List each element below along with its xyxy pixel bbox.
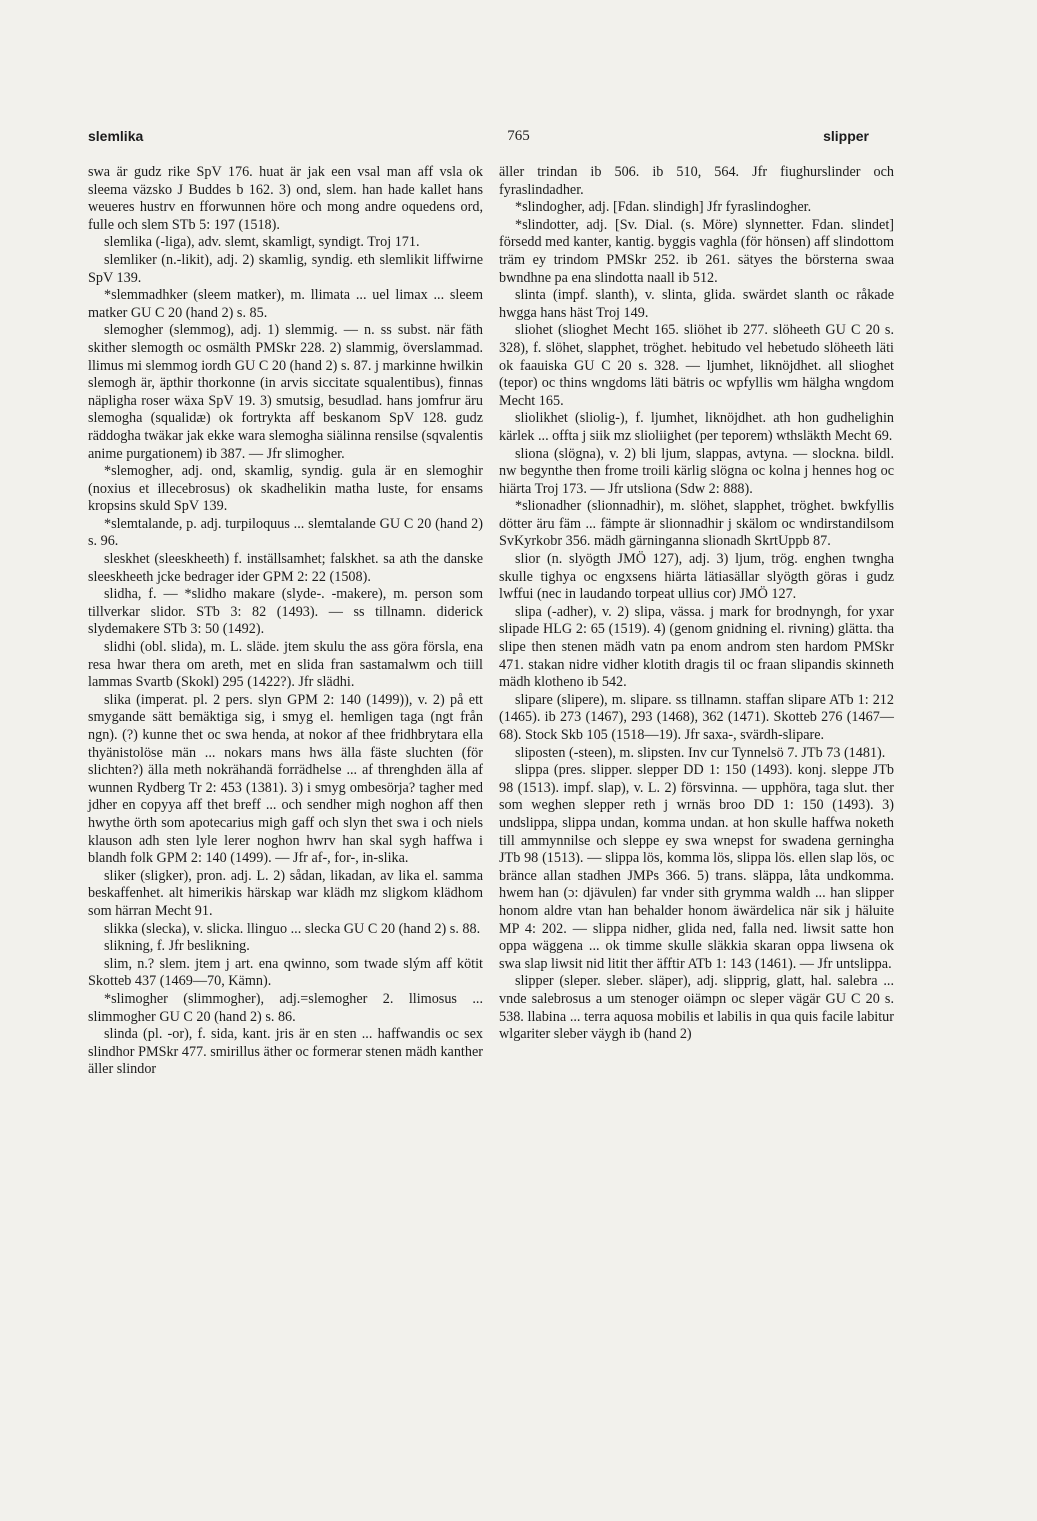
entry: slippa (pres. slipper. slepper DD 1: 150 (1493). konj. sleppe JTb 98 (1513). impf. slap), v. L. 2) försvinna. — upphöra, taga slut. ther som weghen slepper reth j wrnäs broo DD 1: 150 (1493). 3) undslippa, slippa undan, komma undan. at hon skulle haffwa noketh till ammynnilse och sleppe ey swa wnepst for swadena gerningha JTb 98 (1513). — slippa lös, komma lös, slippa lös. ellen slap lös, oc bränce allan stadhen JMPs 366. 5) trans. släppa, låta undkomma. hwem han (ɔ: djävulen) far vnder sith grymma waldh ... han slipper honom aldre vtan han behalder honom äwärdelica när sik j häluite MP 4: 202. — slippa nidher, glida ned, falla ned. liwsit satte hon oppa wäggena ... ok timme skulle släkkia skaran oppa liwsena ok swa slap liwsit nid litit ther äfftir ATb 1: 143 (1461). — Jfr untslippa. — [499, 762, 894, 972]
entry: slior (n. slyögth JMÖ 127), adj. 3) ljum, trög. enghen twngha skulle tighya oc engxsens hiärta lätiasällar slyögth göras i gudz lwffui (nec in laudando torpeat ullius cor) JMÖ 127. — [499, 551, 894, 603]
entry: slikka (slecka), v. slicka. llinguo ... slecka GU C 20 (hand 2) s. 88. — [104, 920, 481, 937]
entry: äller trindan ib 506. ib 510, 564. Jfr fiughurslinder och fyraslindadher. — [499, 164, 894, 198]
entry: *slindotter, adj. [Sv. Dial. (s. Möre) slynnetter. Fdan. slindet] försedd med kanter, kantig. byggis vaghla (för hönsen) aff slindottom träm ey trindom PMSkr 252. ib 261. sätyes the börsterna swaa bwndhne pa ena slindotta naall ib 512. — [499, 216, 894, 286]
entry: sliolikhet (sliolig-), f. ljumhet, liknöjdhet. ath hon gudhelighin kärlek ... offta j siik mz slioliighet (per teporem) wthsläkth Mecht 69. — [499, 410, 894, 444]
entry: slikning, f. Jfr beslikning. — [104, 938, 250, 955]
entry: *slimogher (slimmogher), adj.=slemogher 2. llimosus ... slimmogher GU C 20 (hand 2) s. 86. — [88, 990, 483, 1025]
entry: slika (imperat. pl. 2 pers. slyn GPM 2: 140 (1499)), v. 2) på ett smygande sätt bemäktiga sig, i smyg el. hemligen taga (ngt från ngn). (?) kunne thet oc swa henda, at nokor af thee fridhbrytara ella thyänistolöse män ... nokars mans hws älla fäste sluchten (för slichten?) älla meth nokrähandä forrädhelse ... af threnghden älla af wunnen Rydberg Tr 2: 453 (1381). 3) i smyg ombesörja? tagher med jdher en copyya aff thet breff ... och sendher migh noghon aff then hwythe örth som apotecarius migh gaff och slyn thet swa i och niels klauson adh sten lyle lerer noghon hwrv han skal sygh haffwa i blandh folk GPM 2: 140 (1499). — Jfr af-, for-, in-slika. — [88, 691, 483, 867]
entry: slipare (slipere), m. slipare. ss tillnamn. staffan slipare ATb 1: 212 (1465). ib 273 (1467), 293 (1468), 362 (1471). Skotteb 276 (1467—68). Stock Skb 105 (1518—19). Jfr saxa-, svärdh-slipare. — [499, 691, 894, 743]
entry: sleskhet (sleeskheeth) f. inställsamhet; falskhet. sa ath the danske sleeskheeth jcke bedrager ider GPM 2: 22 (1508). — [88, 551, 483, 585]
entry: slim, n.? slem. jtem j art. ena qwinno, som twade slým aff kötit Skotteb 437 (1469—70, Kämn). — [88, 955, 483, 990]
entry: slidhi (obl. slida), m. L. släde. jtem skulu the ass göra försla, ena resa hwar thera om areth, met en slida fran sastamalwm och tiill lammas Svartb (Skokl) 295 (1422?). Jfr slädhi. — [88, 639, 483, 691]
page-number: 765 — [507, 128, 530, 144]
entry: *slemogher, adj. ond, skamlig, syndig. gula är en slemoghir (noxius et illecebrosus) ok skadhelikin matha luste, for ensams kropsins skuld SpV 139. — [88, 463, 483, 515]
entry: sliohet (slioghet Mecht 165. sliöhet ib 277. slöheeth GU C 20 s. 328), f. slöhet, slapphet, tröghet. hebitudo vel hebetudo slöheeth läti ok faauiska GU C 20 s. 328. — ljumhet, liknöjdhet. all slioghet (tepor) oc thins wngdoms läti bätris oc wpfyllis wm hälgha wngdom Mecht 165. — [499, 322, 894, 409]
entry: slidha, f. — *slidho makare (slyde-. -makere), m. person som tillverkar slidor. STb 3: 82 (1493). — ss tillnamn. diderick slydemakere STb 3: 50 (1492). — [88, 586, 483, 638]
entry: slemlika (-liga), adv. slemt, skamligt, syndigt. Troj 171. — [104, 234, 420, 251]
running-head-left: slemlika — [88, 128, 144, 144]
entry: *slindogher, adj. [Fdan. slindigh] Jfr fyraslindogher. — [515, 199, 812, 216]
entry: *slemtalande, p. adj. turpiloquus ... slemtalande GU C 20 (hand 2) s. 96. — [88, 515, 483, 550]
entry: *slemmadhker (sleem matker), m. llimata ... uel limax ... sleem matker GU C 20 (hand 2) s. 85. — [88, 287, 483, 321]
entry: sliposten (-steen), m. slipsten. Inv cur Tynnelsö 7. JTb 73 (1481). — [515, 744, 886, 761]
entry: slinda (pl. -or), f. sida, kant. jris är en sten ... haffwandis oc sex slindhor PMSkr 477. smirillus äther oc formerar stenen mädh kanther äller slindor — [88, 1026, 483, 1078]
entry: slipa (-adher), v. 2) slipa, vässa. j mark for brodnyngh, for yxar slipade HLG 2: 65 (1519). 4) (genom gnidning el. rivning) glätta. tha slipe then stenen mädh vatn pa enom androm sten hardom PMSkr 471. stakan nidre vidher klotith dragis til oc fraan slipandis skinneth mädh klotheno ib 542. — [499, 603, 894, 691]
entry: sliona (slögna), v. 2) bli ljum, slappas, avtyna. — slockna. bildl. nw begynthe then frome troili kärlig slögna oc kolna j hennes hog oc hiärta Troj 173. — Jfr utsliona (Sdw 2: 888). — [499, 445, 894, 497]
entry: slinta (impf. slanth), v. slinta, glida. swärdet slanth oc råkade hwgga hans häst Troj 149. — [499, 287, 894, 321]
left-column — [88, 164, 483, 1079]
entry: slipper (sleper. sleber. släper), adj. slipprig, glatt, hal. salebra ... vnde salebrosus a um stenoger oiämpn oc sleper vägär GU C 20 s. 538. llabina ... terra aquosa mobilis et labilis in qua quis facile labitur wlgariter sleber väygh ib (hand 2) — [499, 973, 894, 1043]
right-column — [499, 164, 894, 1044]
entry: slemliker (n.-likit), adj. 2) skamlig, syndig. eth slemlikit liffwirne SpV 139. — [88, 251, 483, 286]
entry: slemogher (slemmog), adj. 1) slemmig. — n. ss subst. när fäth skither slemogth oc osmälth PMSkr 228. 2) slammig, överslammad. llimus mi slemmog iordh GU C 20 (hand 2) s. 87. j markinne hwilkin slemogh är, äpthir thorkonne (in arvis siccitate squalentibus), finnas näpligha roser wäxa SpV 19. 3) smutsig, besudlad. hans jomfrur äru slemogha (squalidæ) ok fortrykta aff beskanom SpV 128. gudz räddogha twäkar jak ekke wara slemogha siälinna rensilse (sqvalentis anime purgationem) ib 387. — Jfr slimogher. — [88, 322, 483, 462]
entry: swa är gudz rike SpV 176. huat är jak een vsal man aff vsla ok sleema väzsko J Buddes b 162. 3) ond, slem. han hade kallet hans weueres hustrv en fforwunnen höre och mong andre oquedens ord, fulle och slem STb 5: 197 (1518). — [88, 164, 483, 233]
running-head-right: slipper — [823, 128, 869, 144]
entry: *slionadher (slionnadhir), m. slöhet, slapphet, tröghet. bwkfyllis dötter äru fäm ... fämpte är slionnadhir j skälom oc wndirstandilsom SvKyrkobr 356. mädh gärninganna slionadh SkrtUppb 87. — [499, 498, 894, 550]
entry: sliker (sligker), pron. adj. L. 2) sådan, likadan, av lika el. samma beskaffenhet. alt himerikis härskap war klädh mz sligkom klädhom som härran Mecht 91. — [88, 867, 483, 919]
